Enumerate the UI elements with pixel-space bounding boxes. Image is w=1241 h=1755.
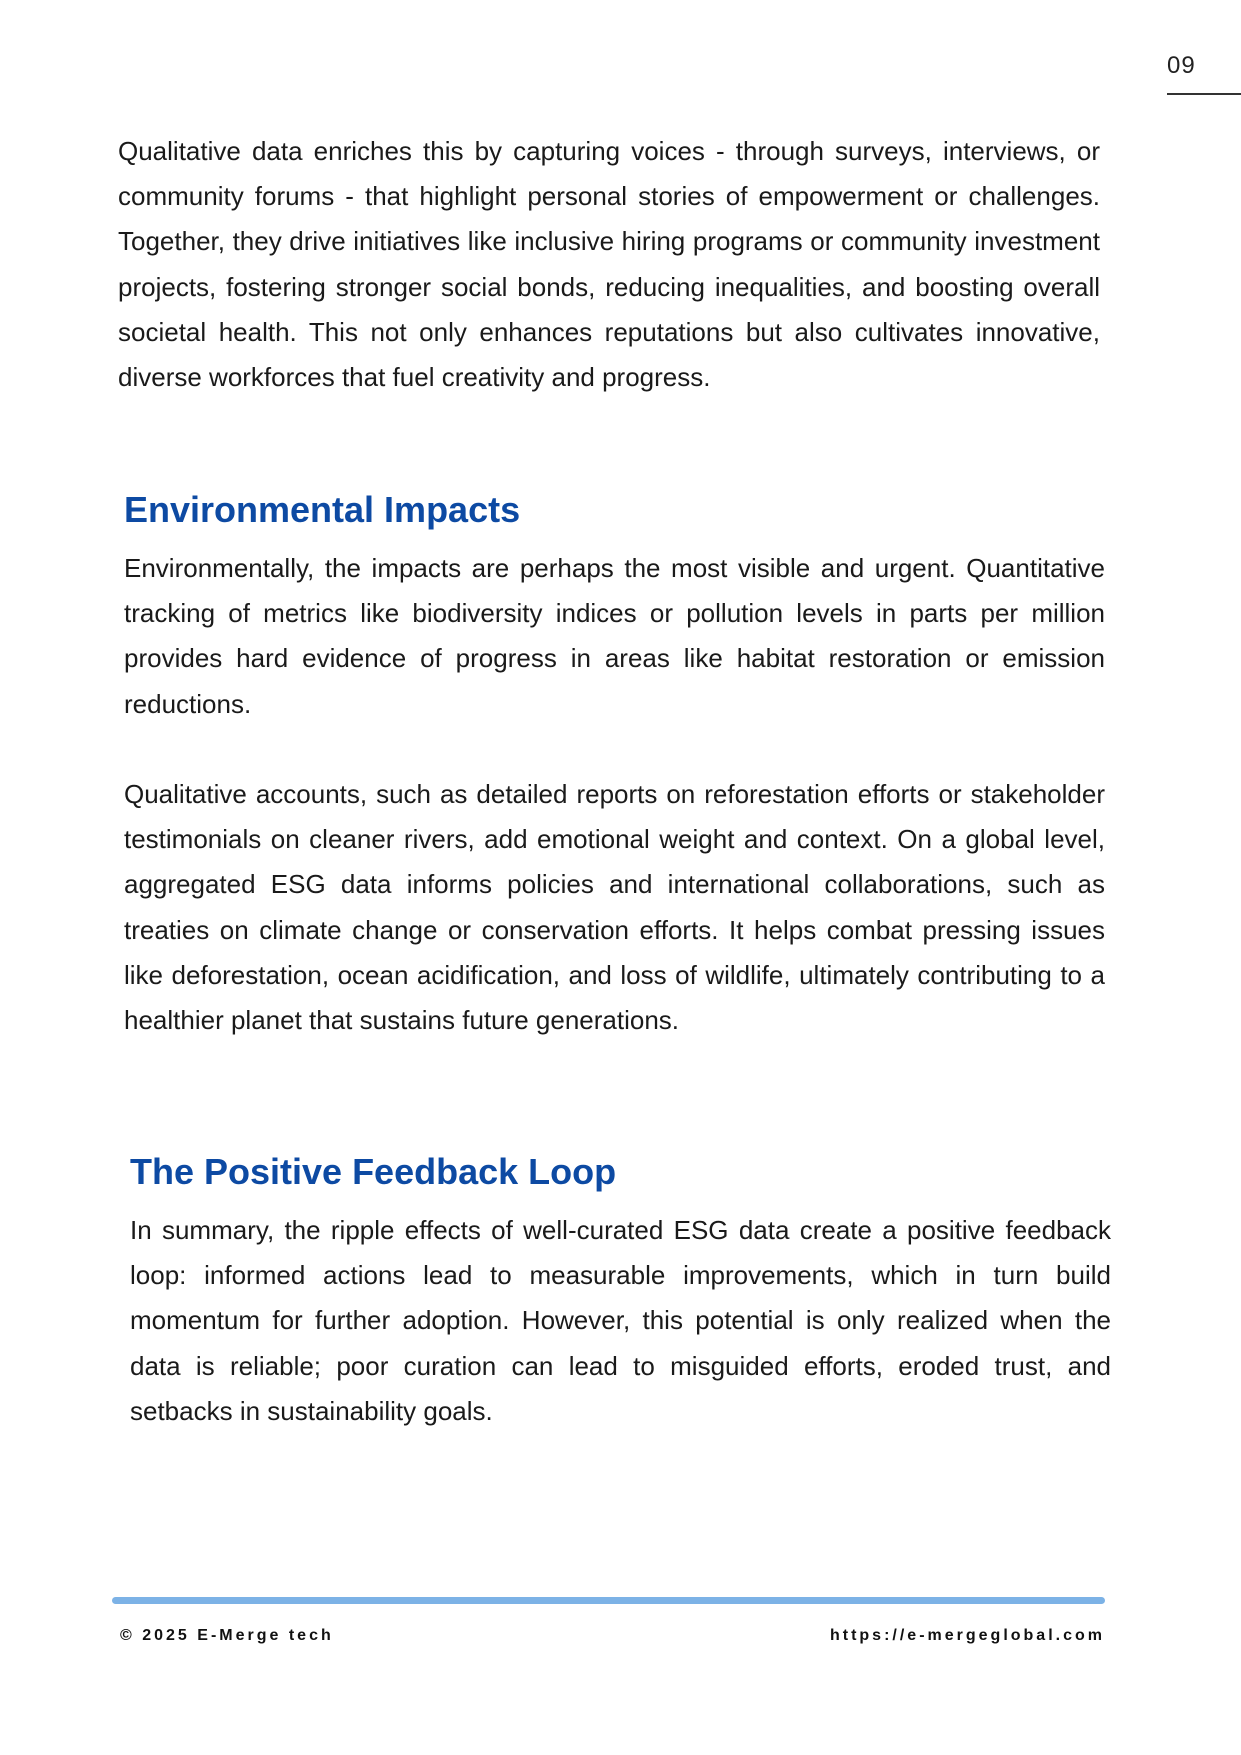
page-number: 09: [1167, 52, 1196, 79]
footer-divider-bar: [112, 1597, 1105, 1604]
environmental-paragraph-2: Qualitative accounts, such as detailed reports on reforestation efforts or stakeholder testimonials on cleaner rivers, add emotional weight and context. On a global level, aggregated ESG data informs policies and international collaborations, such as treaties on climate change or conservation efforts. It helps combat pressing issues like deforestation, ocean acidification, and loss of wildlife, ultimately contributing to a healthier planet that sustains future generations.: [124, 779, 1105, 1036]
section-heading-environmental-impacts: Environmental Impacts: [124, 489, 521, 530]
footer-url-link[interactable]: https://e-mergeglobal.com: [829, 1627, 1105, 1644]
section-heading-positive-feedback-loop: The Positive Feedback Loop: [130, 1151, 617, 1192]
intro-paragraph: Qualitative data enriches this by capturing voices - through surveys, interviews, or community forums - that highlight personal stories of empowerment or challenges. Together, they drive initiatives like inclusive hiring programs or community investment projects, fostering stronger social bonds, reducing inequalities, and boosting overall societal health. This not only enhances reputations but also cultivates innovative, diverse workforces that fuel creativity and progress.: [118, 136, 1100, 393]
environmental-paragraph-1: Environmentally, the impacts are perhaps the most visible and urgent. Quantitative tracking of metrics like biodiversity indices or pollution levels in parts per million provides hard evidence of progress in areas like habitat restoration or emission reductions.: [124, 553, 1105, 719]
feedback-loop-paragraph: In summary, the ripple effects of well-curated ESG data create a positive feedback loop: informed actions lead to measurable improvements, which in turn build momentum for further adoption. However, this potential is only realized when the data is reliable; poor curation can lead to misguided efforts, eroded trust, and setbacks in sustainability goals.: [130, 1215, 1111, 1426]
page-number-divider: [1167, 93, 1241, 95]
footer-copyright: © 2025 E-Merge tech: [120, 1627, 334, 1644]
